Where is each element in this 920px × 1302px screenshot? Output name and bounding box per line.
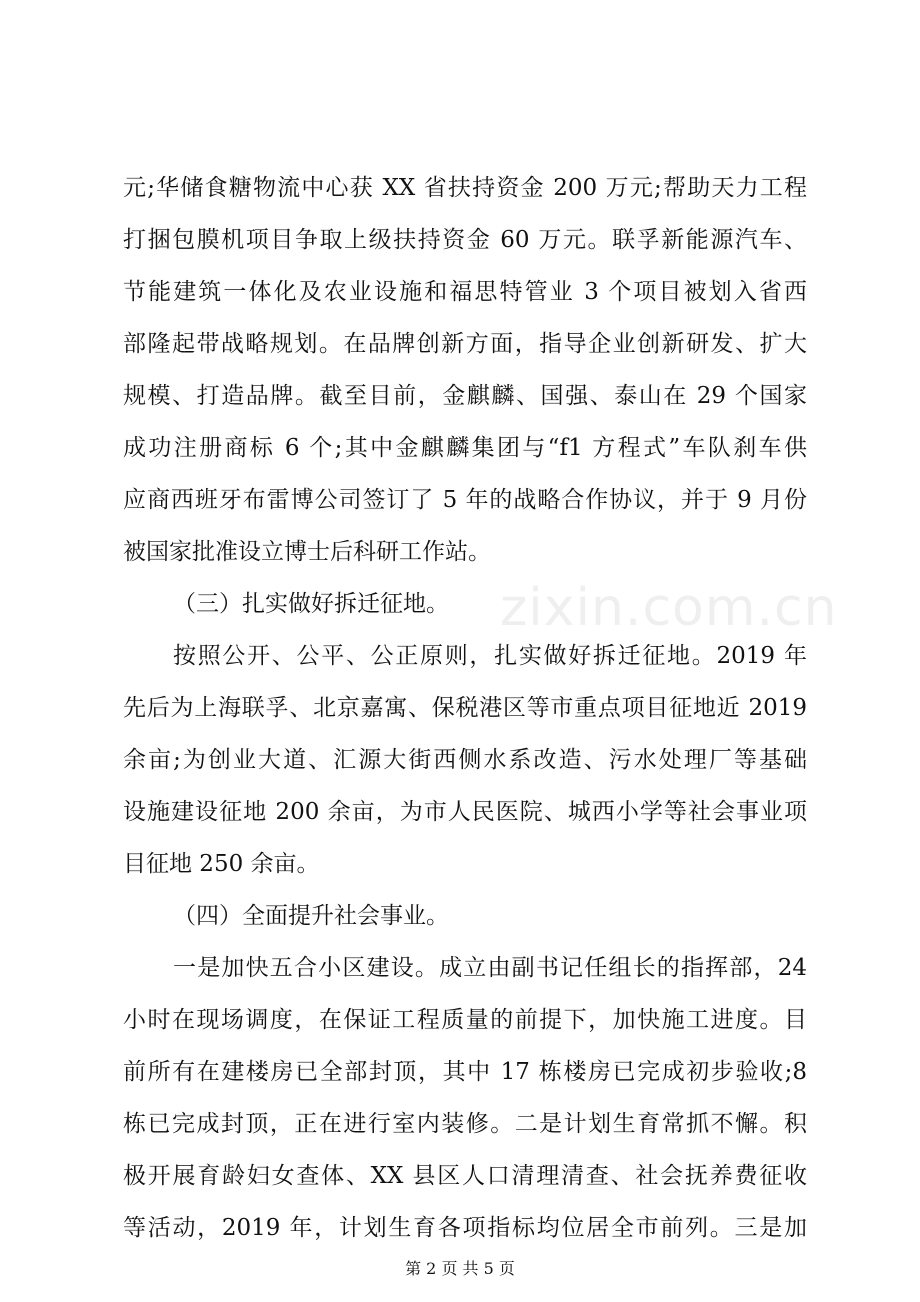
- body-line-4: 部隆起带战略规划。在品牌创新方面，指导企业创新研发、扩大: [123, 331, 807, 357]
- body-line-14: 目征地 250 余亩。: [123, 851, 320, 877]
- body-line-6: 成功注册商标 6 个;其中金麒麟集团与“f1 方程式”车队刹车供: [123, 435, 807, 461]
- body-line-20: 极开展育龄妇女查体、XX 县区人口清理清查、社会抚养费征收: [123, 1163, 807, 1189]
- body-line-21: 等活动，2019 年，计划生育各项指标均位居全市前列。三是加: [123, 1215, 807, 1241]
- body-line-8: 被国家批准设立博士后科研工作站。: [123, 539, 491, 565]
- body-line-2: 打捆包膜机项目争取上级扶持资金 60 万元。联孚新能源汽车、: [123, 227, 807, 253]
- body-line-10: 按照公开、公平、公正原则，扎实做好拆迁征地。2019 年: [173, 643, 807, 669]
- body-line-17: 小时在现场调度，在保证工程质量的前提下，加快施工进度。目: [123, 1007, 807, 1033]
- body-line-13: 设施建设征地 200 余亩，为市人民医院、城西小学等社会事业项: [123, 799, 807, 825]
- body-line-16: 一是加快五合小区建设。成立由副书记任组长的指挥部，24: [173, 955, 807, 981]
- body-line-18: 前所有在建楼房已全部封顶，其中 17 栋楼房已完成初步验收;8: [123, 1059, 807, 1085]
- body-line-1: 元;华储食糖物流中心获 XX 省扶持资金 200 万元;帮助天力工程: [123, 175, 807, 201]
- body-line-5: 规模、打造品牌。截至目前，金麒麟、国强、泰山在 29 个国家: [123, 383, 807, 409]
- body-line-19: 栋已完成封顶，正在进行室内装修。二是计划生育常抓不懈。积: [123, 1111, 807, 1137]
- watermark-text: zixin.com.cn: [500, 578, 838, 638]
- body-line-11: 先后为上海联孚、北京嘉寓、保税港区等市重点项目征地近 2019: [123, 695, 807, 721]
- page-footer: 第 2 页 共 5 页: [405, 1259, 515, 1278]
- body-line-7: 应商西班牙布雷博公司签订了 5 年的战略合作协议，并于 9 月份: [123, 487, 807, 513]
- section-heading-4: （四）全面提升社会事业。: [173, 903, 449, 929]
- section-heading-3: （三）扎实做好拆迁征地。: [173, 591, 449, 617]
- body-line-3: 节能建筑一体化及农业设施和福思特管业 3 个项目被划入省西: [123, 279, 807, 305]
- body-line-12: 余亩;为创业大道、汇源大街西侧水系改造、污水处理厂等基础: [123, 747, 807, 773]
